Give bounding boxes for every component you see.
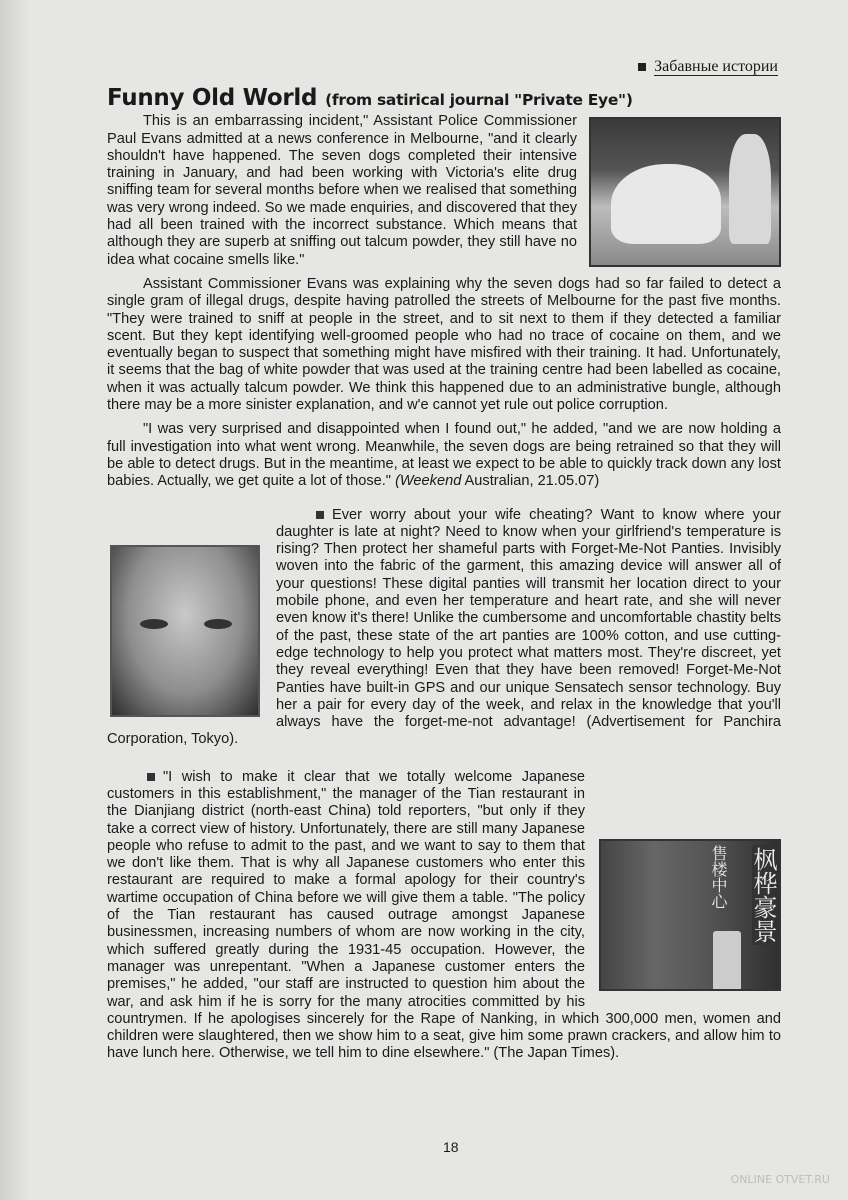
- title-main: Funny Old World: [107, 85, 318, 111]
- left-eye: [140, 619, 168, 629]
- story1-p1-text: This is an embarrassing incident," Assistant Police Commissioner Paul Evans admitted at a news conference in Melbourne, "and it clearly shouldn't have happened. The seven dogs completed their intensive training in January, and had been working with Victoria's elite drug sniffing team for several months before when we realised that something was very wrong indeed. So we made enquiries, and discovered that they had all been trained with the incorrect substance. Which means that although they are superb at sniffing out talcum powder, they still have no idea what cocaine smells like.": [107, 113, 577, 268]
- story2-text: Ever worry about your wife cheating? Want to know where your daughter is late at night? Need to know when your girlfriend's temperature is rising? Then protect her shameful parts with Forget-Me-Not Panties. Invisibly woven into the fabric of the garment, this amazing device will answer all of your questions! These digital panties will transmit her location direct to your mobile phone, and even her temperature and heart rate, and she will never even know it's there! Unlike the cumbersome and uncomfortable chastity belts of the past, these state of the art panties are 100% cotton, and use cutting-edge technology to help you protect what matters most. They're discreet, yet they reveal everything! Even that they have been removed! Forget-Me-Not Panties have built-in GPS and our unique Sensatech sensor technology. Buy her a pair for every day of the week, and relax in the knowledge that you'll always have the forget-me-not advantage! (Advertisement for Panchira Corporation, Tokyo).: [107, 506, 781, 748]
- square-bullet-icon: [316, 511, 324, 519]
- scan-shadow: [0, 0, 30, 1200]
- right-eye: [204, 619, 232, 629]
- small-dog: [729, 134, 771, 244]
- source-italic: (Weekend: [395, 473, 462, 490]
- page-number: 18: [443, 1139, 459, 1155]
- page-title: [107, 85, 781, 111]
- story3-paragraph: [107, 769, 781, 1063]
- watermark: ONLINE OTVET.RU: [730, 1173, 830, 1186]
- story1-paragraph-2: Assistant Commissioner Evans was explaining why the seven dogs had so far failed to detect a single gram of illegal drugs, despite having patrolled the streets of Melbourne for the past five months. "They were trained to sniff at people in the street, and to sit next to them if they detected a familiar scent. But they kept identifying well-groomed people who had no trace of cocaine on them, and we eventually began to suspect that something might have misfired with their training. It had. Unfortunately, it seems that the bag of white powder that was used at the training centre had been labelled as cocaine, when it was actually talcum powder. We think this happened due to an administrative bungle, although there may be a more sinister explanation, and w'e cannot yet rule out police corruption.: [107, 275, 781, 414]
- article: [107, 85, 781, 1063]
- mona-lisa-image: [110, 545, 260, 717]
- section-title: Забавные истории: [654, 58, 778, 75]
- story2-paragraph: [107, 507, 781, 749]
- story3-text: "I wish to make it clear that we totally welcome Japanese customers in this establishment," the manager of the Tian restaurant in the Dianjiang district (north-east China) told reporters, "but only if they take a correct view of history. Unfortunately, there are still many Japanese people who refuse to admit to the past, and we want to say to them that we don't like them. That is why all Japanese customers who enter this restaurant are required to make a formal apology for their country's wartime occupation of China before we will give them a table. "The policy of the Tian restaurant has caused outrage amongst Japanese businessmen, increasing numbers of whom are now working in the city, which suffered greatly during the 1931-45 occupation. However, the manager was unrepentant. "When a Japanese customer enters the premises," he added, "our staff are instructed to question him about the war, and ask him if he is sorry for the many atrocities committed by his countrymen. If he apologises sincerely for the Rape of Nanking, in which 300,000 men, women and children were slaughtered, then we show him to a seat, give him some prawn crackers, and allow him to have lunch here. Otherwise, we tell him to dine elsewhere." (The Japan Times).: [107, 768, 781, 1062]
- white-dog: [611, 164, 721, 244]
- square-bullet-icon: [638, 63, 646, 71]
- square-bullet-icon: [147, 773, 155, 781]
- story1-p3-text: "I was very surprised and disappointed when I found out," he added, "and we are now holding a full investigation into what went wrong. Meanwhile, the seven dogs are being retrained so that they will be able to detect drugs. But in the meantime, at least we expect to be able to quickly track down any lost babies. Actually, we get quite a lot of those.": [107, 421, 781, 490]
- restaurant-photo: [599, 839, 781, 991]
- source-rest: Australian, 21.05.07): [461, 473, 600, 490]
- air-conditioner: [713, 931, 741, 991]
- title-subtitle: (from satirical journal "Private Eye"): [325, 91, 633, 109]
- sign-text-1: 枫桦豪景: [749, 846, 777, 943]
- story1-paragraph-3: [107, 421, 781, 490]
- dogs-photo: [589, 117, 781, 267]
- section-header: [638, 58, 778, 76]
- story1-paragraph-1: [107, 113, 781, 269]
- sign-text-2: 售楼中心: [709, 844, 728, 909]
